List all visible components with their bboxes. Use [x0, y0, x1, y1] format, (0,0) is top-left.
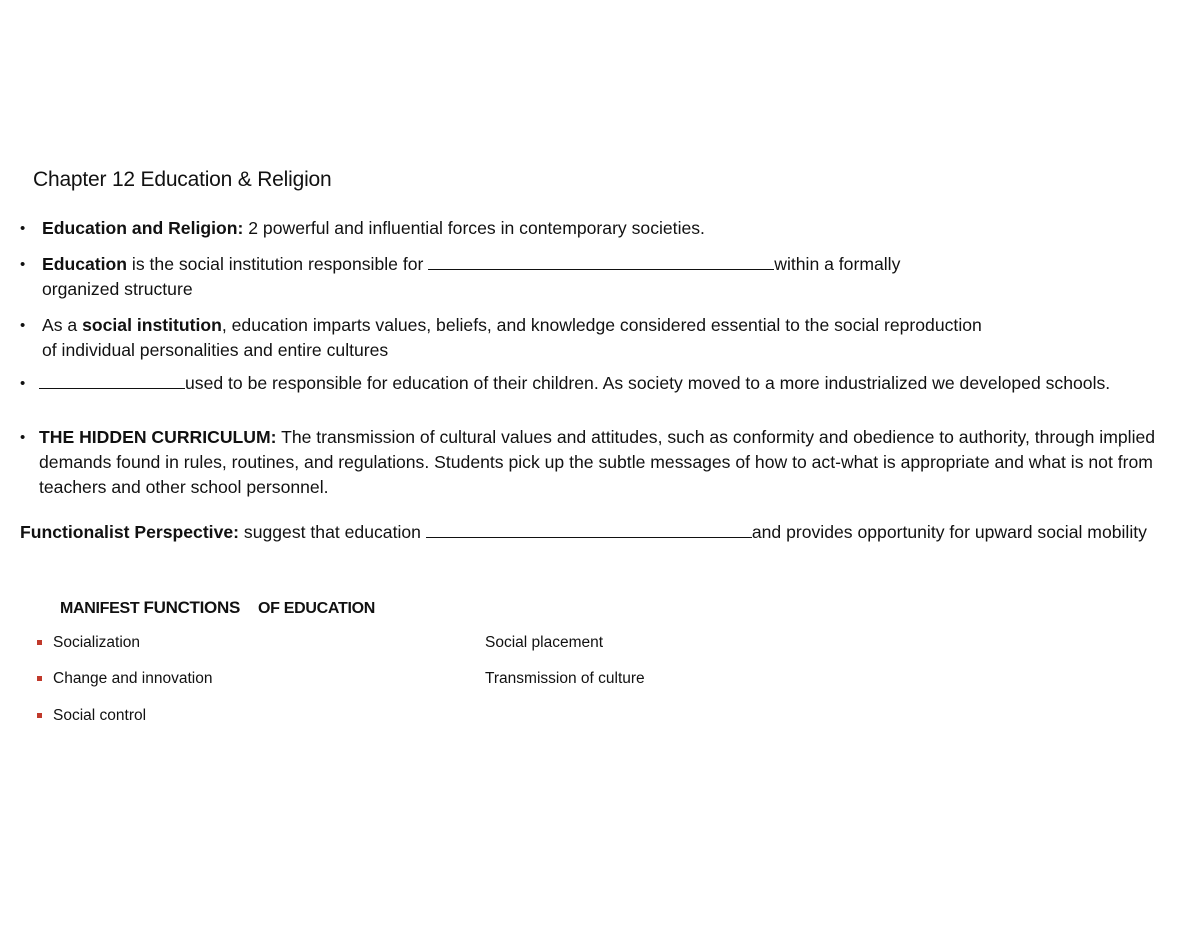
bullet-term: social institution: [82, 315, 222, 335]
bullet-hidden-curriculum: [20, 425, 1159, 500]
fill-in-blank: [426, 520, 752, 538]
heading-part: FUNCTIONS: [143, 598, 240, 617]
function-item: [53, 706, 146, 726]
function-item: [53, 669, 212, 689]
fill-in-blank: [39, 371, 185, 389]
bullet-text: The transmission of cultural values and attitudes, such as conformity and obedience to authority, through implied demands found in rules, routines, and regulations. Students pick up the subtle messages of how to act-what is appropriate and what is not from teachers and other school personnel.: [39, 427, 1156, 497]
manifest-functions-heading: [60, 598, 375, 618]
bullet-term: THE HIDDEN CURRICULUM:: [39, 427, 277, 447]
function-item: [485, 669, 645, 689]
bullet-term: Education: [42, 254, 128, 274]
functionalist-term: Functionalist Perspective:: [20, 522, 240, 542]
functionalist-text: and provides opportunity for upward social mobility: [751, 522, 1147, 542]
heading-part: MANIFEST: [60, 600, 144, 617]
bullet-dot-icon: •: [20, 220, 26, 237]
bullet-text: within a formally organized structure: [42, 254, 901, 299]
bullet-dot-icon: •: [20, 429, 26, 446]
bullet-text: , education imparts values, beliefs, and knowledge considered essential to the social reproduction of individual personalities and entire cultures: [42, 315, 982, 360]
function-label: Social control: [53, 707, 147, 724]
page-title: Chapter 12 Education & Religion: [33, 168, 332, 191]
bullet-families-responsible: [20, 371, 1159, 396]
functionalist-text: suggest that education: [239, 522, 426, 542]
square-bullet-icon: [37, 676, 42, 681]
bullet-dot-icon: •: [20, 375, 26, 392]
function-item: [53, 633, 140, 653]
square-bullet-icon: [37, 640, 42, 645]
bullet-social-institution: [20, 313, 982, 363]
bullet-text: As a: [42, 315, 83, 335]
function-label: Change and innovation: [53, 670, 213, 687]
function-label: Transmission of culture: [485, 670, 645, 687]
bullet-term: Education and Religion:: [42, 218, 244, 238]
bullet-text: is the social institution responsible for: [127, 254, 429, 274]
bullet-text: 2 powerful and influential forces in contemporary societies.: [243, 218, 705, 238]
square-bullet-icon: [37, 713, 42, 718]
bullet-text: used to be responsible for education of their children. As society moved to a more industrialized we developed schools.: [185, 373, 1111, 393]
bullet-dot-icon: •: [20, 256, 26, 273]
bullet-education-and-religion: [20, 216, 1162, 241]
fill-in-blank: [428, 252, 774, 270]
function-item: [485, 633, 603, 653]
bullet-education-definition: [20, 252, 942, 302]
heading-part: OF EDUCATION: [258, 600, 375, 617]
bullet-dot-icon: •: [20, 317, 26, 334]
function-label: Socialization: [53, 634, 141, 651]
functionalist-perspective: [20, 519, 1180, 546]
function-label: Social placement: [485, 634, 604, 651]
